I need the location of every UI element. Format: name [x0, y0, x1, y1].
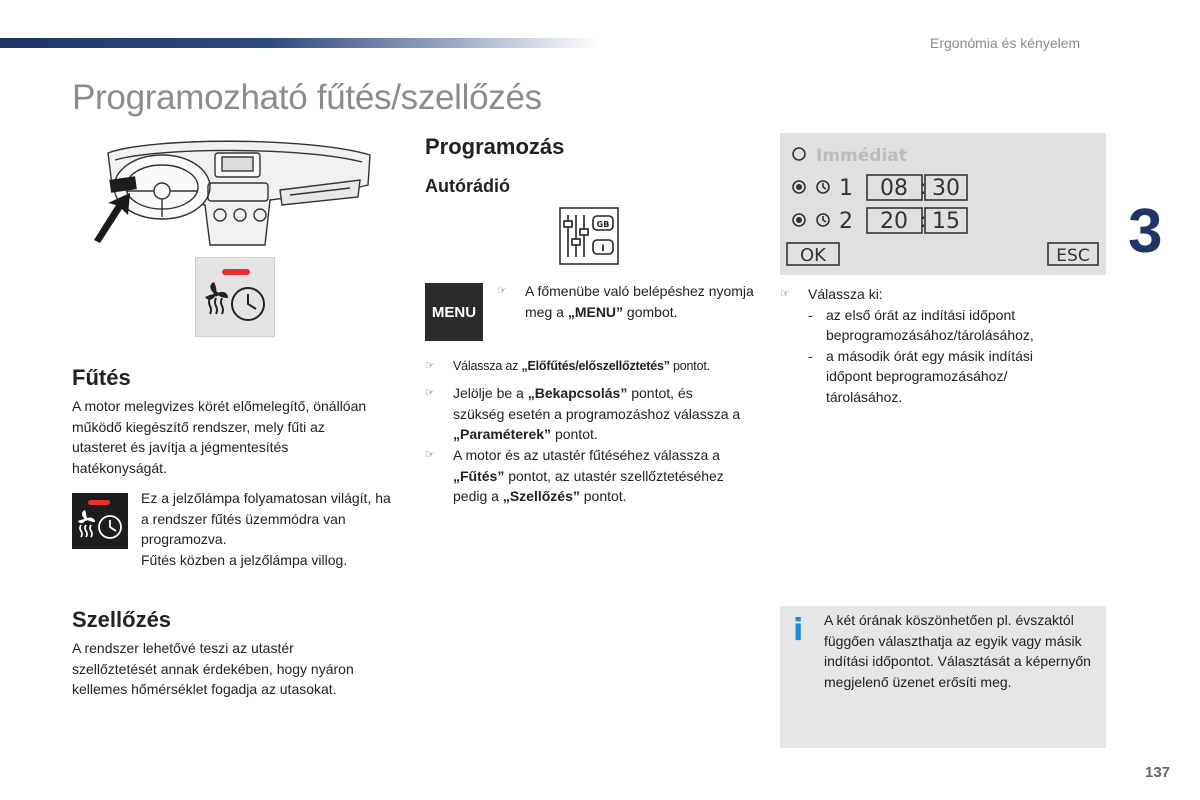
heading-ventilation: Szellőzés	[72, 607, 172, 632]
indicator-line-2: Fűtés közben a jelzőlámpa villog.	[141, 551, 348, 568]
b2-d: „Paraméterek”	[453, 426, 552, 442]
bullet-preheat	[425, 356, 765, 377]
b2-a: Jelölje be a	[453, 385, 528, 401]
select-instruction	[780, 284, 1080, 407]
immediate-option-label: Immédiat	[816, 146, 907, 166]
menu-button-label: MENU	[431, 303, 477, 321]
indicator-icon-panel	[195, 257, 275, 337]
gb-label: GB	[596, 220, 610, 229]
hand-pointer-icon: ☞	[425, 387, 435, 399]
radio-settings-icon	[559, 207, 619, 265]
b3-a: A motor és az utastér fűtéséhez válassza a	[453, 447, 720, 463]
b1-c: pontot.	[669, 359, 710, 373]
menu-instruction	[497, 281, 757, 322]
menu-button	[425, 283, 483, 341]
menu-text-b: „MENU”	[567, 303, 624, 320]
hand-pointer-icon: ☞	[780, 288, 790, 300]
menu-text-a: A főmenübe való belépéshez nyomja meg a	[525, 283, 754, 320]
b3-e: pontot.	[579, 488, 627, 504]
b2-c: pontot, és szükség esetén a programozáshoz válassza a	[453, 385, 741, 422]
info-text: A két órának köszönhetően pl. évszaktól függően választhatja az egyik vagy másik indítási időpontot. Választását a képernyőn megjelenő üzenet erősíti meg.	[824, 612, 1091, 690]
program-2-minute: 15	[932, 209, 960, 234]
b3-c: pontot, az utastér szellőztetéséhez pedig a	[453, 467, 724, 504]
program-1-hour: 08	[880, 176, 908, 201]
b2-e: pontot.	[551, 426, 598, 442]
program-1-colon: :	[919, 175, 927, 199]
b1-a: Válassza az	[453, 359, 522, 373]
program-1-number: 1	[839, 176, 853, 201]
indicator-description	[141, 488, 401, 570]
heating-timer-icon	[72, 493, 128, 549]
b2-b: „Bekapcsolás”	[527, 385, 628, 401]
esc-button-label: ESC	[1056, 246, 1090, 266]
dashboard-illustration	[90, 135, 375, 250]
info-icon: i	[793, 613, 804, 648]
subheading-radio: Autórádió	[425, 176, 510, 196]
lcd-screen	[780, 133, 1106, 275]
page-title: Programozható fűtés/szellőzés	[72, 78, 542, 117]
select-intro: Válassza ki:	[808, 286, 883, 302]
b1-b: „Előfűtés/előszellőztetés”	[521, 359, 670, 373]
section-header: Ergonómia és kényelem	[930, 35, 1081, 51]
i-label: I	[601, 244, 605, 254]
indicator-line-1: Ez a jelzőlámpa folyamatosan világít, ha a rendszer fűtés üzemmódra van programozva.	[141, 490, 391, 547]
bullet-activate	[425, 383, 745, 445]
header-gradient-bar	[0, 38, 600, 48]
heating-indicator-icon	[72, 493, 128, 549]
dash-item-second-clock: - a második órát egy másik indítási időpont beprogramozásához/ tárolásához.	[808, 346, 1063, 408]
dash-item-first-clock: - az első órát az indítási időpont beprogramozásához/tárolásához,	[808, 305, 1063, 346]
menu-text-c: gombot.	[623, 303, 678, 320]
ok-button-label: OK	[800, 245, 826, 266]
program-2-number: 2	[839, 209, 853, 234]
program-2-colon: :	[919, 208, 927, 232]
heating-description: A motor melegvizes körét előmelegítő, önállóan működő kiegészítő rendszer, mely fűti az utasteret és javítja a jégmentesítés hatékonyságát.	[72, 398, 367, 476]
program-1-minute: 30	[932, 176, 960, 201]
b3-b: „Fűtés”	[453, 467, 505, 484]
clock-options-list	[808, 305, 1063, 408]
hand-pointer-icon: ☞	[425, 449, 435, 461]
heading-heating: Fűtés	[72, 365, 131, 390]
ventilation-description: A rendszer lehetővé teszi az utastér szellőztetését annak érdekében, hogy nyáron kellemes hőmérséklet fogadja az utasokat.	[72, 640, 354, 697]
bullet-heating-mode	[425, 445, 745, 507]
hand-pointer-icon: ☞	[425, 360, 435, 372]
chapter-number: 3	[1128, 197, 1163, 266]
heading-programming: Programozás	[425, 134, 565, 159]
heating-timer-icon	[196, 258, 274, 336]
page-number: 137	[1145, 764, 1171, 781]
program-2-hour: 20	[880, 209, 908, 234]
hand-pointer-icon: ☞	[497, 285, 507, 297]
b3-d: „Szellőzés”	[502, 488, 580, 504]
